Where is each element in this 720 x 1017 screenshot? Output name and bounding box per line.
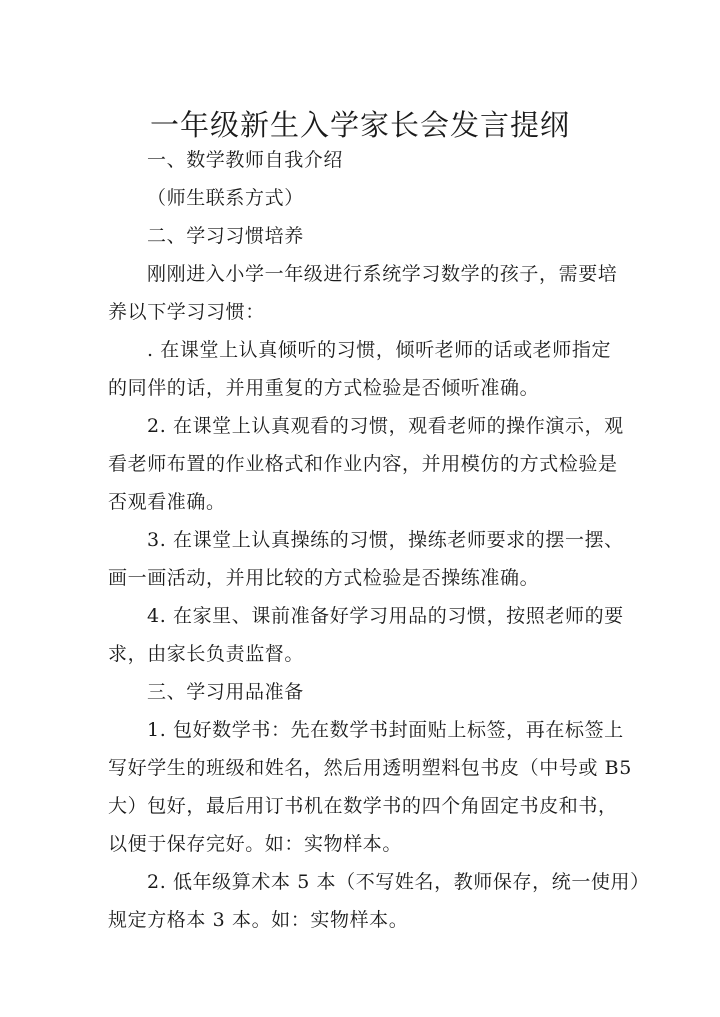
list-item-line: 2. 在课堂上认真观看的习惯，观看老师的操作演示，观: [147, 415, 624, 437]
section-heading-2: 二、学习习惯培养: [147, 225, 304, 247]
section-heading-3: 三、学习用品准备: [147, 681, 304, 703]
paragraph-line: 刚刚进入小学一年级进行系统学习数学的孩子，需要培: [147, 263, 618, 285]
list-item-line: 看老师布置的作业格式和作业内容，并用模仿的方式检验是: [108, 453, 618, 475]
list-item-line: 写好学生的班级和姓名，然后用透明塑料包书皮（中号或 B5: [108, 757, 632, 779]
list-item-line: 求，由家长负责监督。: [108, 643, 305, 665]
paragraph-line: 养以下学习习惯：: [108, 301, 265, 323]
section-heading-1: 一、数学教师自我介绍: [147, 149, 344, 171]
document-title: 一年级新生入学家长会发言提纲: [149, 108, 570, 143]
list-item-line: 画一画活动，并用比较的方式检验是否操练准确。: [108, 567, 540, 589]
list-item-line: 规定方格本 3 本。如：实物样本。: [108, 909, 409, 931]
list-item-line: 的同伴的话，并用重复的方式检验是否倾听准确。: [108, 377, 540, 399]
list-item-line: 否观看准确。: [108, 491, 226, 513]
list-item-line: 1. 包好数学书：先在数学书封面贴上标签，再在标签上: [147, 719, 624, 741]
list-item-line: 大）包好，最后用订书机在数学书的四个角固定书皮和书，: [108, 795, 618, 817]
list-item-line: 4. 在家里、课前准备好学习用品的习惯，按照老师的要: [147, 605, 624, 627]
paragraph-line: （师生联系方式）: [147, 187, 304, 209]
list-item-line: 以便于保存完好。如：实物样本。: [108, 833, 403, 855]
list-item-line: 2. 低年级算术本 5 本（不写姓名，教师保存，统一使用）: [147, 871, 650, 893]
list-item-line: 3. 在课堂上认真操练的习惯，操练老师要求的摆一摆、: [147, 529, 624, 551]
list-item-line: . 在课堂上认真倾听的习惯，倾听老师的话或老师指定: [147, 339, 612, 361]
